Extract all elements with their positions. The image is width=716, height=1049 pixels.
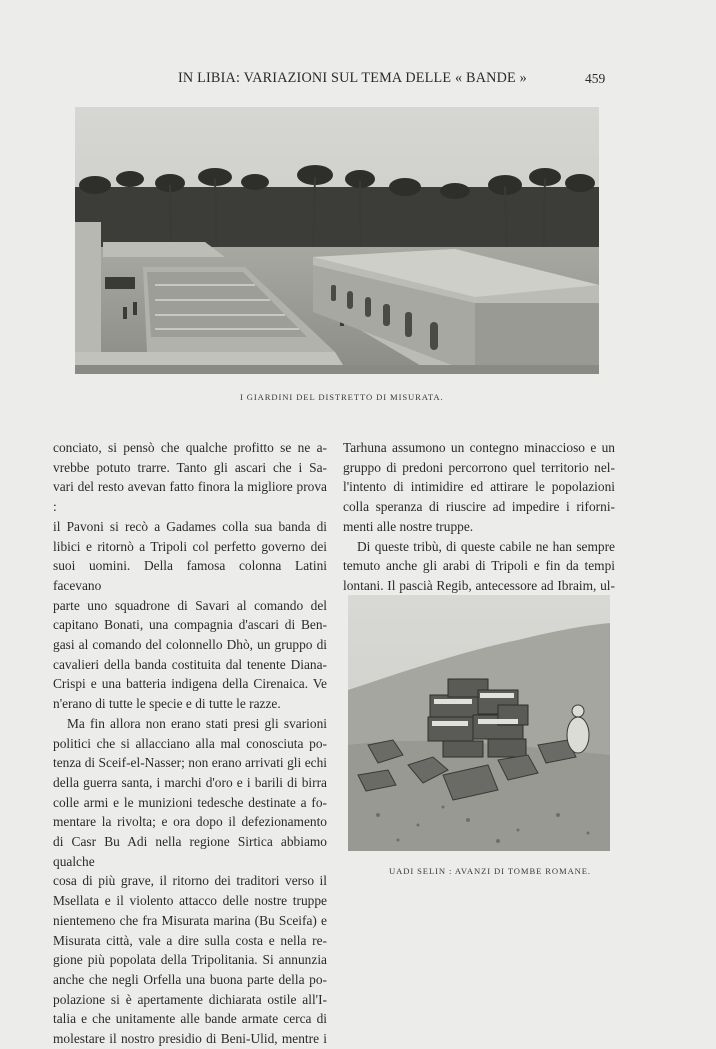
paragraph-line: molestare il nostro presidio di Beni-Ulid, mentre i xyxy=(53,1031,327,1047)
caption-tombs: UADI SELIN : AVANZI DI TOMBE ROMANE. xyxy=(389,866,591,876)
paragraph-line: gasi al comando del colonnello Dhò, un gruppo di xyxy=(53,637,327,653)
paragraph-line: tenza di Sceif-el-Nasser; non erano arrivati gli echi xyxy=(53,755,327,771)
tombs-photo-drawing xyxy=(348,595,610,851)
gardens-photo-drawing xyxy=(75,107,599,374)
paragraph-line: n'erano di tutte le specie e di tutte le razze. xyxy=(53,696,281,712)
paragraph-line: politici che si allacciano alla mal conosciuta po- xyxy=(53,735,327,751)
paragraph-line: lontani. Il pascià Regib, antecessore ad Ibraim, ul- xyxy=(343,577,615,593)
paragraph-line: Misurata città, vale a dire sulla costa e nella re- xyxy=(53,932,327,948)
paragraph-line: gione più popolata della Tripolitania. Si annunzia xyxy=(53,952,327,968)
text-column-left xyxy=(53,438,327,1049)
paragraph-line: mentare la rivolta; e ora dopo il defezionamento xyxy=(53,814,327,830)
paragraph-line: di Casr Bu Adi nella regione Sirtica abbiamo qualche xyxy=(53,834,327,869)
paragraph-line: conciato, si pensò che qualche profitto se ne a- xyxy=(53,440,327,455)
text-column-right xyxy=(343,438,615,596)
paragraph-line: Tarhuna assumono un contegno minaccioso e un xyxy=(343,440,615,455)
paragraph-line: Msellata e il violento attacco delle nostre truppe xyxy=(53,893,327,909)
paragraph-line: cosa di più grave, il ritorno dei traditori verso il xyxy=(53,873,327,889)
photo-gardens-misurata xyxy=(75,107,599,374)
paragraph-line: parte uno squadrone di Savari al comando del xyxy=(53,597,327,613)
paragraph-line: il Pavoni si recò a Gadames colla sua banda di xyxy=(53,518,327,534)
paragraph-line: anche che negli Orfella una buona parte della po- xyxy=(53,971,327,987)
running-header xyxy=(0,70,716,90)
paragraph-line: colla speranza di riuscire ad impedire i riforni- xyxy=(343,499,615,515)
paragraph-line: colle armi e le munizioni tedesche destinate a fo- xyxy=(53,794,327,810)
paragraph-line: polazione si è apertamente dichiarata ostile all'I- xyxy=(53,991,327,1007)
paragraph-line: menti alle nostre truppe. xyxy=(343,518,474,534)
paragraph-line: della guerra santa, i marchi d'oro e i barili di birra xyxy=(53,774,327,790)
paragraph-line: vari del resto avevan fatto finora la migliore prova : xyxy=(53,479,327,515)
caption-gardens: I GIARDINI DEL DISTRETTO DI MISURATA. xyxy=(240,392,444,402)
paragraph-line: suoi uomini. Della famosa colonna Latini facevano xyxy=(53,558,327,593)
paragraph-line: temuto anche gli arabi di Tripoli e fin da tempi xyxy=(343,558,615,574)
running-title: IN LIBIA: VARIAZIONI SUL TEMA DELLE « BANDE » xyxy=(178,70,527,86)
page-number: 459 xyxy=(585,71,606,86)
paragraph-line: Crispi e una batteria indigena della Cirenaica. Ve xyxy=(53,676,327,692)
paragraph-line: cavalieri della banda costituita dal tenente Diana- xyxy=(53,656,327,672)
paragraph-line: l'intento di intimidire ed attirare le popolazioni xyxy=(343,479,615,495)
paragraph-line: nientemeno che fra Misurata marina (Bu Sceifa) e xyxy=(53,912,327,928)
paragraph-line: Ma fin allora non erano stati presi gli svarioni xyxy=(67,715,327,731)
paragraph-line: capitano Bonati, una compagnia d'ascari di Ben- xyxy=(53,617,327,633)
paragraph-line: gruppo di predoni percorrono quel territorio nel- xyxy=(343,459,615,475)
paragraph-line: talia e che unitamente alle bande armate cerca di xyxy=(53,1011,327,1027)
photo-uadi-selin-tombs xyxy=(348,595,610,851)
paragraph-line: Di queste tribù, di queste cabile ne han sempre xyxy=(357,538,615,554)
paragraph-line: libici e ritornò a Tripoli col perfetto governo dei xyxy=(53,538,327,554)
paragraph-line: vrebbe potuto trarre. Tanto gli ascari che i Sa- xyxy=(53,459,327,475)
